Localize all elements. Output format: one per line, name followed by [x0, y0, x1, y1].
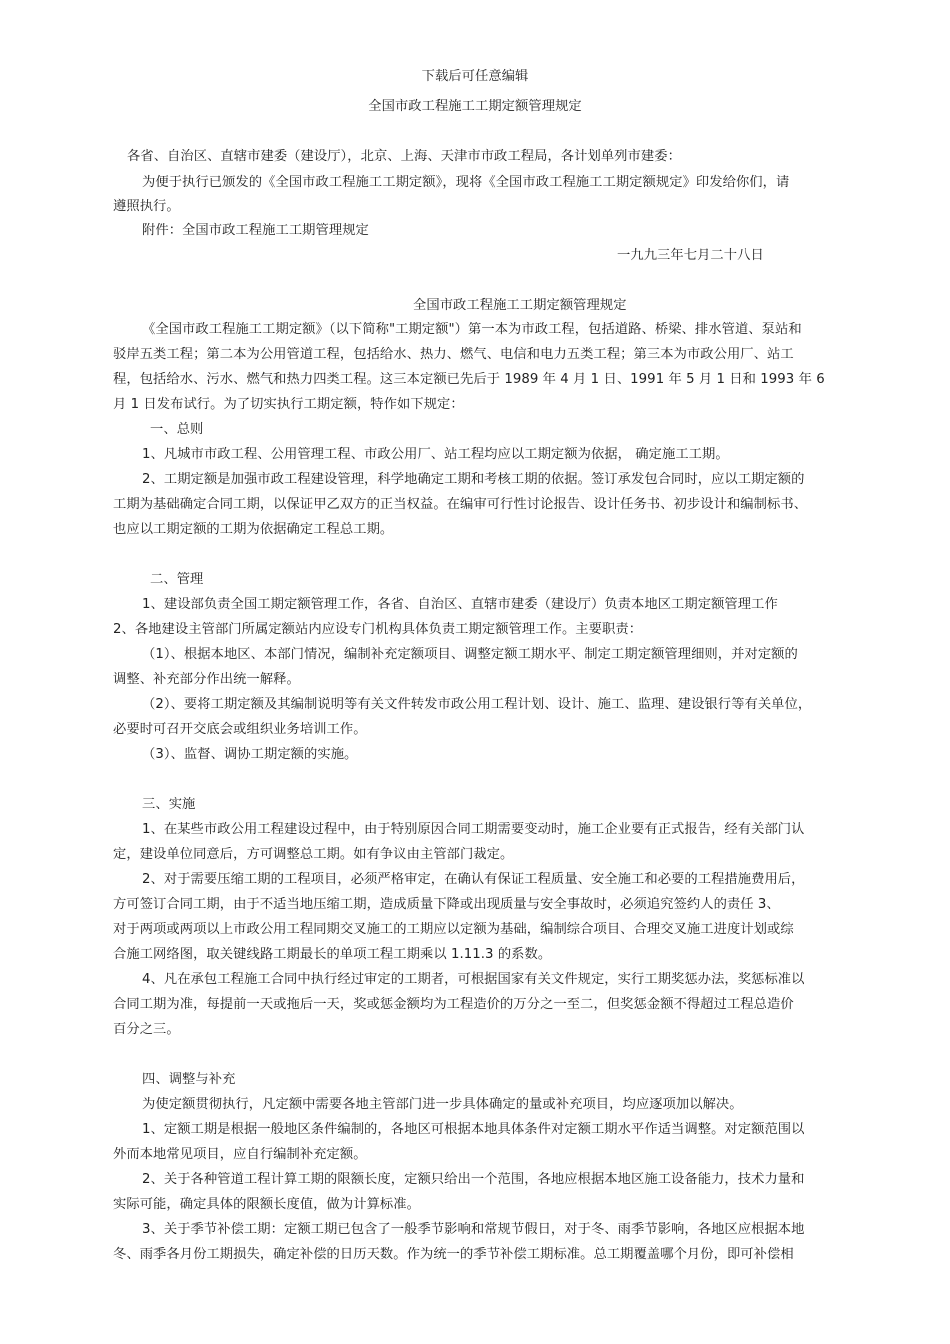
paragraph-line: 1、定额工期是根据一般地区条件编制的，各地区可根据本地具体条件对定额工期水平作适当调整。对定额范围以: [142, 1122, 805, 1137]
paragraph-line: 对于两项或两项以上市政公用工程同期交叉施工的工期应以定额为基础，编制综合项目、合理交叉施工进度计划或综: [113, 922, 794, 937]
paragraph-line: 4、凡在承包工程施工合同中执行经过审定的工期者，可根据国家有关文件规定，实行工期奖惩办法，奖惩标准以: [142, 972, 805, 987]
paragraph-line: 2、对于需要压缩工期的工程项目，必须严格审定，在确认有保证工程质量、安全施工和必要的工程措施费用后，: [142, 872, 805, 887]
editable-note: 下载后可任意编辑: [421, 69, 529, 84]
paragraph-line: 1、凡城市市政工程、公用管理工程、市政公用厂、站工程均应以工期定额为依据， 确定施工工期。: [142, 447, 729, 462]
paragraph-line: 合施工网络图，取关键线路工期最长的单项工程工期乘以 1.11.3 的系数。: [113, 947, 552, 962]
paragraph-line: 定，建设单位同意后，方可调整总工期。如有争议由主管部门裁定。: [113, 847, 514, 862]
section-heading: 四、调整与补充: [142, 1072, 236, 1087]
attachment-line: 附件：全国市政工程施工工期管理规定: [142, 223, 369, 238]
intro-line: 《全国市政工程施工工期定额》（以下简称"工期定额"）第一本为市政工程，包括道路、桥梁、排水管道、泵站和: [142, 322, 802, 337]
paragraph-line: 2、工期定额是加强市政工程建设管理，科学地确定工期和考核工期的依据。签订承发包合同时，应以工期定额的: [142, 472, 805, 487]
paragraph-line: 1、建设部负责全国工期定额管理工作，各省、自治区、直辖市建委（建设厅）负责本地区工期定额管理工作: [142, 597, 778, 612]
paragraph-line: （1）、根据本地区、本部门情况，编制补充定额项目、调整定额工期水平、制定工期定额管理细则，并对定额的: [142, 647, 798, 662]
document-title: 全国市政工程施工工期定额管理规定: [368, 99, 582, 114]
section-heading: 一、总则: [150, 422, 204, 437]
intro-line: 程，包括给水、污水、燃气和热力四类工程。这三本定额已先后于 1989 年 4 月 1 日、1991 年 5 月 1 日和 1993 年 6: [113, 372, 825, 387]
notice-body-line: 为便于执行已颁发的《全国市政工程施工工期定额》，现将《全国市政工程施工工期定额规定》印发给你们，请: [142, 175, 790, 190]
paragraph-line: 实际可能，确定具体的限额长度值，做为计算标准。: [113, 1197, 420, 1212]
paragraph-line: 必要时可召开交底会或组织业务培训工作。: [113, 722, 367, 737]
paragraph-line: 为使定额贯彻执行，凡定额中需要各地主管部门进一步具体确定的量或补充项目，均应逐项加以解决。: [142, 1097, 743, 1112]
section-heading: 三、实施: [142, 797, 196, 812]
paragraph-line: 1、在某些市政公用工程建设过程中，由于特别原因合同工期需要变动时，施工企业要有正式报告，经有关部门认: [142, 822, 805, 837]
intro-line: 月 1 日发布试行。为了切实执行工期定额，特作如下规定：: [113, 397, 464, 412]
paragraph-line: 3、关于季节补偿工期：定额工期已包含了一般季节影响和常规节假日，对于冬、雨季节影响，各地区应根据本地: [142, 1222, 805, 1237]
notice-date: 一九九三年七月二十八日: [617, 248, 764, 263]
paragraph-line: （3）、监督、调协工期定额的实施。: [142, 747, 358, 762]
notice-body-line: 遵照执行。: [113, 199, 180, 214]
paragraph-line: 工期为基础确定合同工期，以保证甲乙双方的正当权益。在编审可行性讨论报告、设计任务书、初步设计和编制标书、: [113, 497, 808, 512]
section-heading: 二、管理: [150, 572, 204, 587]
paragraph-line: 百分之三。: [113, 1022, 180, 1037]
paragraph-line: 调整、补充部分作出统一解释。: [113, 672, 300, 687]
regulation-title: 全国市政工程施工工期定额管理规定: [413, 298, 627, 313]
paragraph-line: 合同工期为准，每提前一天或拖后一天，奖或惩金额均为工程造价的万分之一至二，但奖惩金额不得超过工程总造价: [113, 997, 794, 1012]
paragraph-line: 也应以工期定额的工期为依据确定工程总工期。: [113, 522, 394, 537]
paragraph-line: 2、各地建设主管部门所属定额站内应设专门机构具体负责工期定额管理工作。主要职责：: [113, 622, 643, 637]
paragraph-line: 方可签订合同工期，由于不适当地压缩工期，造成质量下降或出现质量与安全事故时，必须追究签约人的责任 3、: [113, 897, 780, 912]
intro-line: 驳岸五类工程；第二本为公用管道工程，包括给水、热力、燃气、电信和电力五类工程；第三本为市政公用厂、站工: [113, 347, 794, 362]
paragraph-line: （2）、要将工期定额及其编制说明等有关文件转发市政公用工程计划、设计、施工、监理、建设银行等有关单位，: [142, 697, 812, 712]
salutation: 各省、自治区、直辖市建委（建设厅），北京、上海、天津市市政工程局，各计划单列市建委：: [127, 149, 681, 164]
paragraph-line: 冬、雨季各月份工期损失，确定补偿的日历天数。作为统一的季节补偿工期标准。总工期覆盖哪个月份，即可补偿相: [113, 1247, 794, 1262]
paragraph-line: 2、关于各种管道工程计算工期的限额长度，定额只给出一个范围，各地应根据本地区施工设备能力，技术力量和: [142, 1172, 805, 1187]
paragraph-line: 外而本地常见项目，应自行编制补充定额。: [113, 1147, 367, 1162]
